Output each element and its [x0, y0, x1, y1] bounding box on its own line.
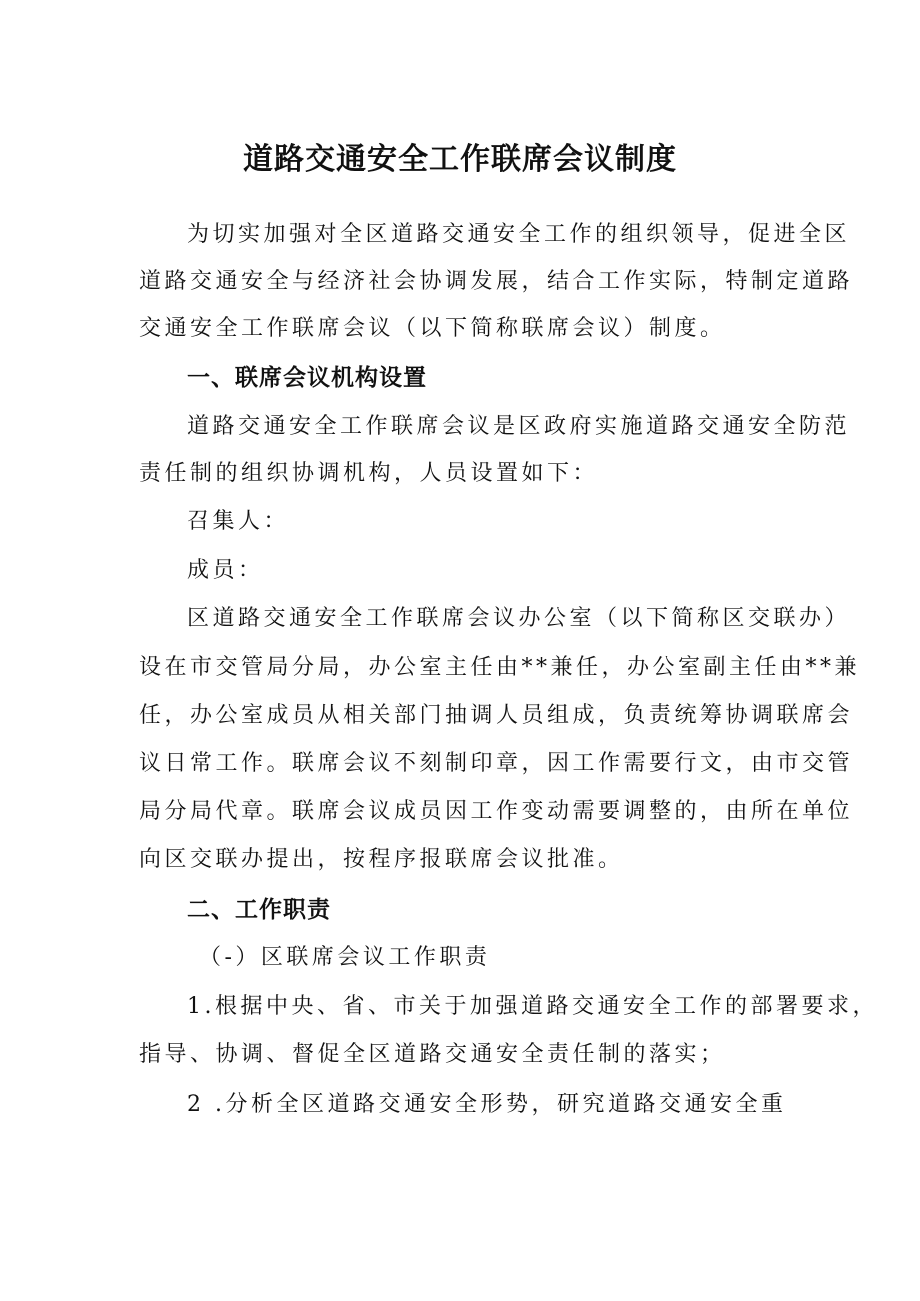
section-1-para-2-line-3: 任，办公室成员从相关部门抽调人员组成，负责统筹协调联席会 — [139, 703, 854, 728]
item-1-line-1: 1.根据中央、省、市关于加强道路交通安全工作的部署要求， — [187, 994, 878, 1019]
section-1-heading: 一、联席会议机构设置 — [187, 365, 427, 391]
section-1-para-1-line-1: 道路交通安全工作联席会议是区政府实施道路交通安全防范 — [187, 414, 851, 439]
section-1-para-2-line-5: 局分局代章。联席会议成员因工作变动需要调整的，由所在单位 — [139, 799, 854, 824]
members-label: 成员： — [187, 558, 264, 583]
section-1-para-2-line-2: 设在市交管局分局，办公室主任由**兼任，办公室副主任由**兼 — [139, 655, 861, 680]
intro-line-3: 交通安全工作联席会议（以下简称联席会议）制度。 — [139, 316, 726, 341]
section-1-para-2-line-6: 向区交联办提出，按程序报联席会议批准。 — [139, 847, 624, 872]
intro-line-2: 道路交通安全与经济社会协调发展，结合工作实际，特制定道路 — [139, 269, 854, 294]
intro-line-1: 为切实加强对全区道路交通安全工作的组织领导，促进全区 — [187, 222, 851, 247]
document-title: 道路交通安全工作联席会议制度 — [243, 142, 677, 177]
section-2-subheading: （-）区联席会议工作职责 — [199, 945, 491, 970]
item-2-line-1: 2 .分析全区道路交通安全形势，研究道路交通安全重 — [187, 1092, 787, 1117]
section-1-para-2-line-1: 区道路交通安全工作联席会议办公室（以下简称区交联办） — [187, 606, 851, 631]
section-1-para-1-line-2: 责任制的组织协调机构，人员设置如下： — [139, 461, 599, 486]
section-1-para-2-line-4: 议日常工作。联席会议不刻制印章，因工作需要行文，由市交管 — [139, 751, 854, 776]
convener-label: 召集人： — [187, 509, 290, 534]
section-2-heading: 二、工作职责 — [187, 897, 331, 923]
item-1-line-2: 指导、协调、督促全区道路交通安全责任制的落实； — [139, 1042, 726, 1067]
